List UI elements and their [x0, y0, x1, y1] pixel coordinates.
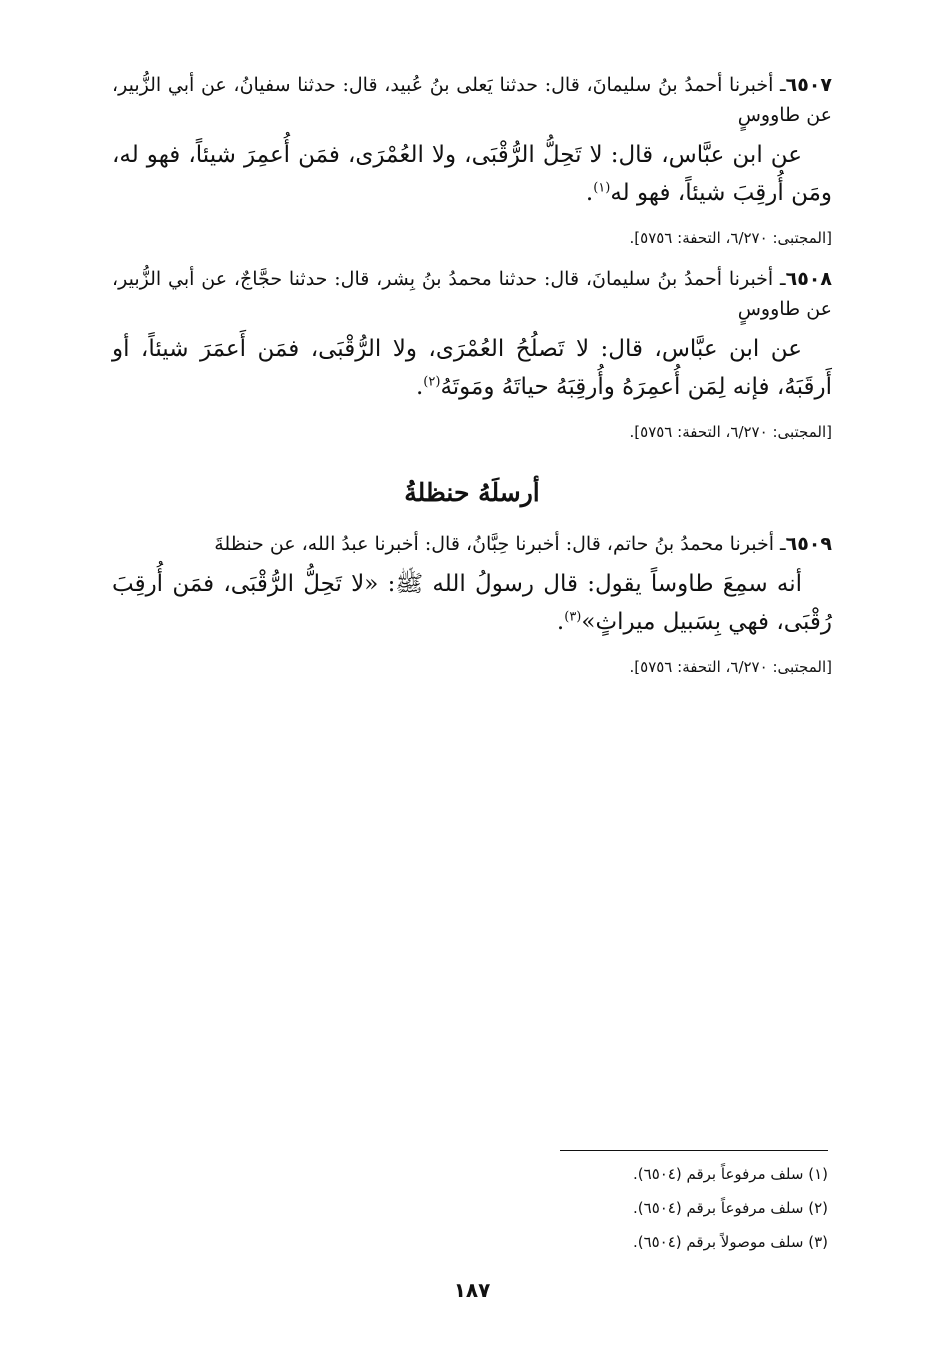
page-body	[112, 70, 832, 693]
source-reference: [المجتبى: ٦/٢٧٠، التحفة: ٥٧٥٦].	[629, 229, 832, 247]
hadith-6508	[112, 264, 832, 444]
hadith-number: ٦٥٠٩	[785, 533, 832, 555]
hadith-matn	[112, 330, 832, 406]
source-reference: [المجتبى: ٦/٢٧٠، التحفة: ٥٧٥٦].	[629, 423, 832, 441]
footnote-mark: (٢)	[423, 374, 441, 390]
footnote-mark: (٣)	[564, 609, 582, 625]
footnote-mark: (١)	[593, 180, 611, 196]
footnote-2: (٢) سلف مرفوعاً برقم (٦٥٠٤).	[633, 1199, 828, 1217]
footnote-3: (٣) سلف موصولاً برقم (٦٥٠٤).	[632, 1233, 828, 1251]
hadith-isnad	[112, 529, 832, 559]
isnad-text: ـ أخبرنا أحمدُ بنُ سليمانَ، قال: حدثنا يَعلى بنُ عُبيد، قال: حدثنا سفيانُ، عن أبي الزُّبير، عن طاووسٍ	[112, 74, 832, 126]
hadith-isnad	[112, 264, 832, 324]
matn-end: .	[415, 374, 424, 400]
isnad-text: ـ أخبرنا أحمدُ بنُ سليمانَ، قال: حدثنا محمدُ بنُ بِشر، قال: حدثنا حجَّاجٌ، عن أبي الزُّبير، عن طاووسٍ	[112, 268, 832, 320]
hadith-6509	[112, 529, 832, 679]
hadith-6507	[112, 70, 832, 250]
page-number: ١٨٧	[453, 1278, 491, 1302]
matn-end: .	[585, 180, 594, 206]
matn-text: أنه سمِعَ طاوساً يقول: قال رسولُ الله ﷺ: «لا تَحِلُّ الرُّقْبَى، فمَن أُرقِبَ رُقْبَى، فهي بِسَبيل ميراثٍ»	[112, 571, 832, 635]
hadith-number: ٦٥٠٨	[785, 268, 832, 290]
matn-text: عن ابن عبَّاس، قال: لا تَصلُحُ العُمْرَى، ولا الرُّقْبَى، فمَن أَعمَرَ شيئاً، أو أَرقَبَهُ، فإنه لِمَن أُعمِرَهُ وأُرقِبَهُ حياتَهُ ومَوتَهُ	[112, 336, 832, 400]
hadith-matn	[112, 565, 832, 641]
footnotes	[560, 1150, 828, 1259]
isnad-text: ـ أخبرنا محمدُ بنُ حاتم، قال: أخبرنا حِبَّانُ، قال: أخبرنا عبدُ الله، عن حنظلةَ	[214, 533, 786, 555]
section-title: أرسلَهُ حنظلةُ	[404, 478, 540, 507]
hadith-isnad	[112, 70, 832, 130]
hadith-matn	[112, 136, 832, 212]
matn-end: .	[556, 609, 565, 635]
footnote-1: (١) سلف مرفوعاً برقم (٦٥٠٤).	[633, 1165, 828, 1183]
matn-text: عن ابن عبَّاس، قال: لا تَحِلُّ الرُّقْبَى، ولا العُمْرَى، فمَن أُعمِرَ شيئاً، فهو له، ومَن أُرقِبَ شيئاً، فهو له	[112, 142, 832, 206]
source-reference: [المجتبى: ٦/٢٧٠، التحفة: ٥٧٥٦].	[629, 658, 832, 676]
hadith-number: ٦٥٠٧	[785, 74, 832, 96]
